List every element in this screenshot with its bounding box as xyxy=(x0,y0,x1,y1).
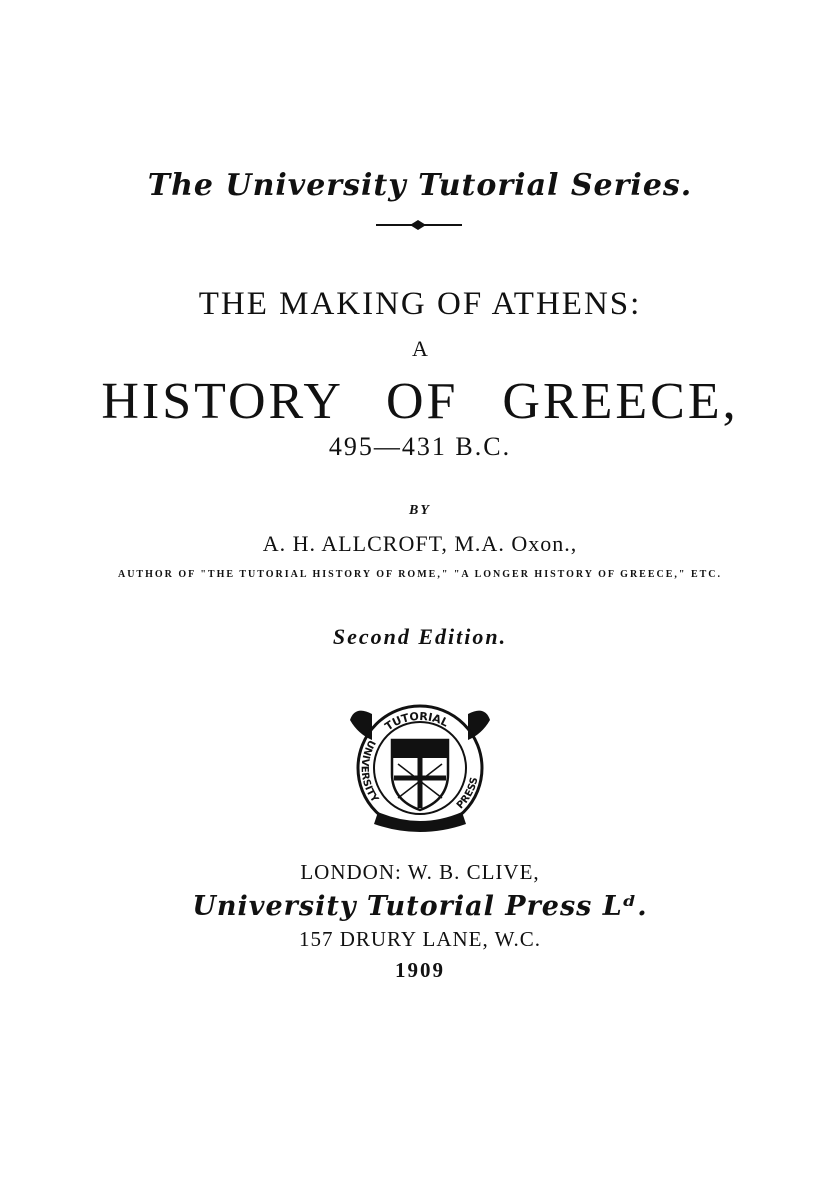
author-description: AUTHOR OF "THE TUTORIAL HISTORY OF ROME," "A LONGER HISTORY OF GREECE," ETC. xyxy=(117,569,723,580)
main-title: THE MAKING OF ATHENS: xyxy=(198,286,642,322)
seal-text-left: UNIVERSITY xyxy=(358,737,381,805)
author-name: A. H. ALLCROFT, M.A. Oxon., xyxy=(262,531,578,556)
seal-text-top: TUTORIAL xyxy=(382,709,451,734)
publisher-seal xyxy=(0,700,840,835)
subtitle: HISTORY OF GREECE, xyxy=(101,373,739,430)
edition-label: Second Edition. xyxy=(332,624,508,649)
seal-text-right: PRESS xyxy=(454,776,481,812)
publication-year: 1909 xyxy=(395,958,445,982)
date-range: 495—431 B.C. xyxy=(328,432,512,461)
press-name: University Tutorial Press Lᵈ. xyxy=(192,891,648,922)
ornament-divider xyxy=(0,214,840,236)
publisher-line: LONDON: W. B. CLIVE, xyxy=(300,860,540,884)
connector-word: A xyxy=(412,336,428,361)
series-title: The University Tutorial Series. xyxy=(147,168,693,203)
by-label: BY xyxy=(409,503,431,518)
publisher-address: 157 DRURY LANE, W.C. xyxy=(298,927,542,951)
